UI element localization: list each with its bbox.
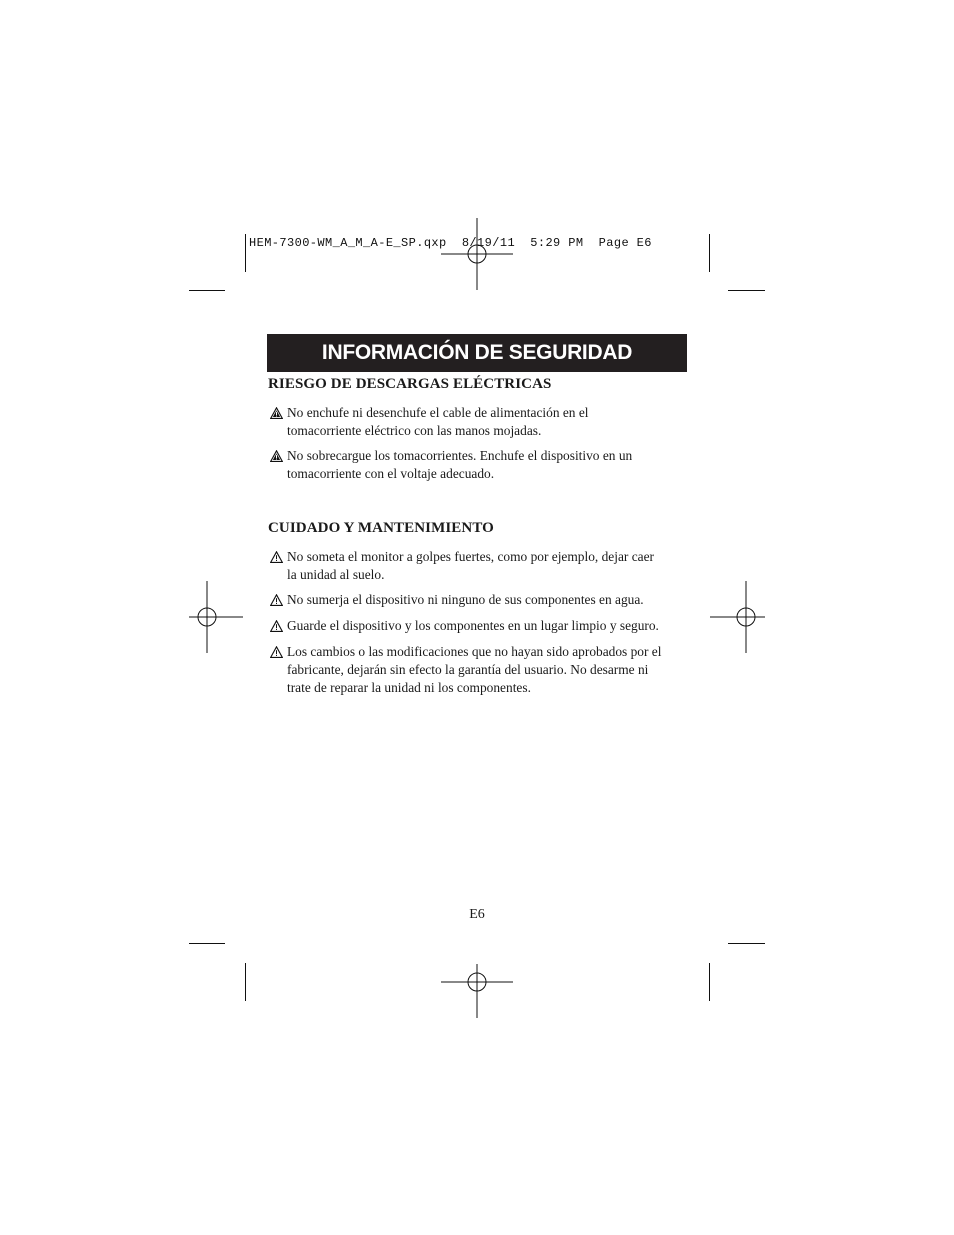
warning-triangle-icon — [270, 450, 283, 462]
caution-triangle-icon — [270, 594, 283, 606]
page-title: INFORMACIÓN DE SEGURIDAD — [321, 341, 633, 364]
caution-triangle-icon — [270, 646, 283, 658]
crop-mark — [728, 943, 765, 944]
list-item — [270, 591, 690, 609]
item-line: Guarde el dispositivo y los componentes en un lugar limpio y seguro. — [287, 618, 659, 633]
registration-mark-icon — [441, 946, 513, 1018]
item-line: No someta el monitor a golpes fuertes, como por ejemplo, dejar caer — [287, 549, 655, 564]
crop-mark — [728, 290, 765, 291]
crop-mark — [245, 963, 246, 1001]
crop-mark — [189, 290, 225, 291]
print-slug: HEM-7300-WM_A_M_A-E_SP.qxp 8/19/11 5:29 PM Page E6 — [249, 236, 652, 250]
list-item — [270, 404, 690, 440]
list-item — [270, 447, 690, 483]
item-line: trate de reparar la unidad ni los componentes. — [287, 680, 531, 695]
warning-triangle-icon — [270, 407, 283, 419]
list-item — [270, 548, 690, 584]
item-line: tomacorriente eléctrico con las manos mojadas. — [287, 423, 542, 438]
crop-mark — [709, 963, 710, 1001]
list-item — [270, 617, 690, 635]
item-line: la unidad al suelo. — [287, 567, 385, 582]
caution-triangle-icon — [270, 551, 283, 563]
item-line: fabricante, dejarán sin efecto la garantía del usuario. No desarme ni — [287, 662, 649, 677]
crop-mark — [245, 234, 246, 272]
list-item — [270, 643, 690, 697]
item-line: No enchufe ni desenchufe el cable de alimentación en el — [287, 405, 589, 420]
item-line: No sumerja el dispositivo ni ninguno de sus componentes en agua. — [287, 592, 644, 607]
section-title-electric-shock: RIESGO DE DESCARGAS ELÉCTRICAS — [268, 376, 552, 392]
registration-mark-icon — [441, 218, 513, 290]
page-number: E6 — [469, 907, 485, 922]
item-line: Los cambios o las modificaciones que no hayan sido aprobados por el — [287, 644, 662, 659]
section-banner — [267, 334, 687, 372]
item-line: No sobrecargue los tomacorrientes. Enchufe el dispositivo en un — [287, 448, 633, 463]
crop-mark — [709, 234, 710, 272]
item-line: tomacorriente con el voltaje adecuado. — [287, 466, 495, 481]
registration-mark-icon — [171, 581, 243, 653]
crop-mark — [189, 943, 225, 944]
registration-mark-icon — [710, 581, 782, 653]
section-title-care-maintenance: CUIDADO Y MANTENIMIENTO — [268, 520, 494, 536]
caution-triangle-icon — [270, 620, 283, 632]
